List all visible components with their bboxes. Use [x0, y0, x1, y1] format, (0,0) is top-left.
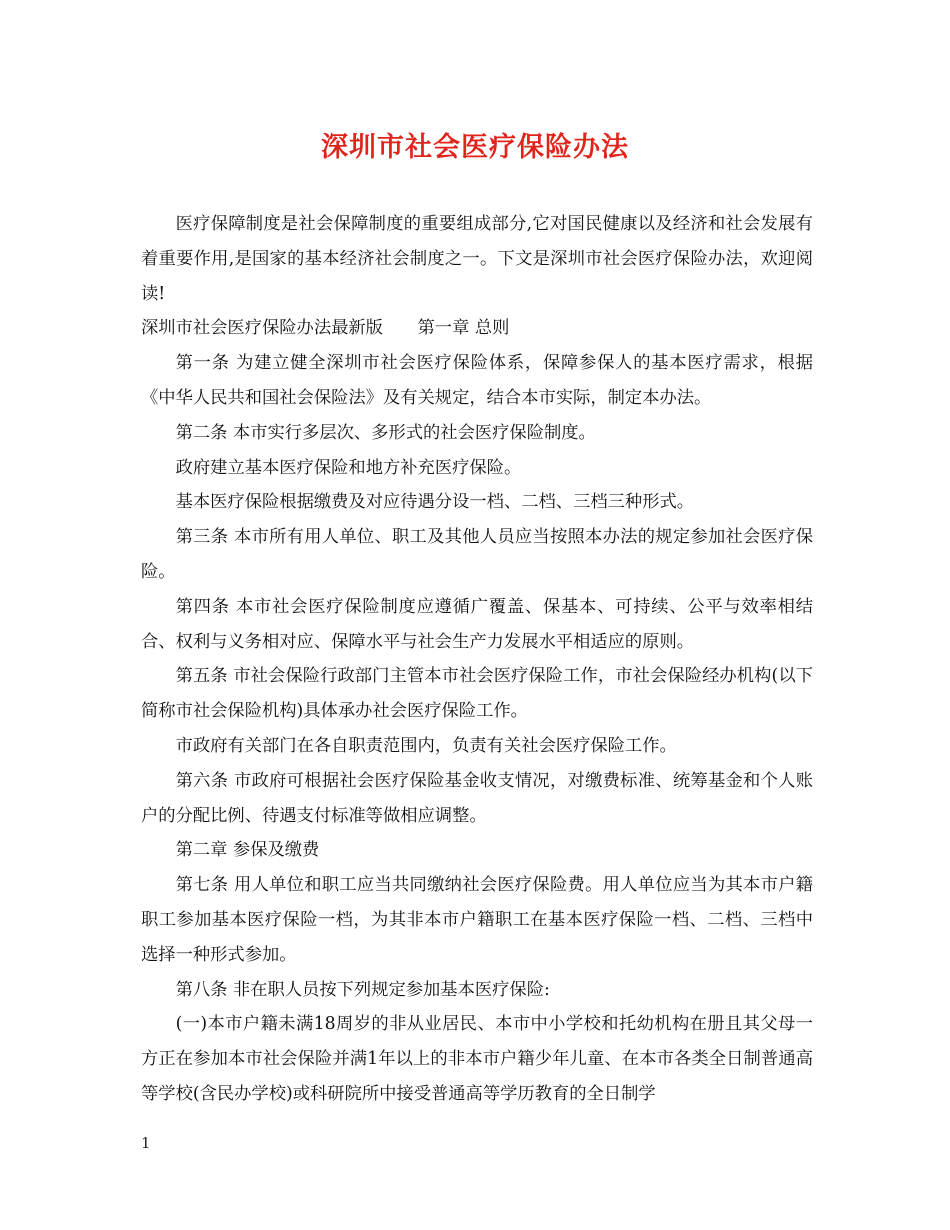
paragraph-article-8-item-1: (一)本市户籍未满18周岁的非从业居民、本市中小学校和托幼机构在册且其父母一方正在参加本市社会保险并满1年以上的非本市户籍少年儿童、在本市各类全日制普通高等学校(含民办学校)或科研院所中接受普通高等学历教育的全日制学 [141, 1014, 813, 1104]
paragraph-article-5-item: 市政府有关部门在各自职责范围内，负责有关社会医疗保险工作。 [175, 735, 677, 756]
paragraph-article-4: 第四条 本市社会医疗保险制度应遵循广覆盖、保基本、可持续、公平与效率相结合、权利与义务相对应、保障水平与社会生产力发展水平相适应的原则。 [141, 596, 813, 652]
paragraph-article-8: 第八条 非在职人员按下列规定参加基本医疗保险: [175, 979, 550, 1000]
paragraph-article-6: 第六条 市政府可根据社会医疗保险基金收支情况，对缴费标准、统筹基金和个人账户的分配比例、待遇支付标准等做相应调整。 [141, 770, 813, 826]
paragraph-article-1: 第一条 为建立健全深圳市社会医疗保险体系，保障参保人的基本医疗需求，根据《中华人民共和国社会保险法》及有关规定，结合本市实际，制定本办法。 [141, 353, 813, 408]
paragraph-article-2-item-b: 基本医疗保险根据缴费及对应待遇分设一档、二档、三档三种形式。 [175, 492, 695, 513]
paragraph-article-2: 第二条 本市实行多层次、多形式的社会医疗保险制度。 [175, 422, 596, 443]
paragraph-chapter-2-heading: 第二章 参保及缴费 [175, 840, 320, 861]
paragraph-chapter-heading: 深圳市社会医疗保险办法最新版 第一章 总则 [141, 318, 510, 339]
paragraph-article-3: 第三条 本市所有用人单位、职工及其他人员应当按照本办法的规定参加社会医疗保险。 [141, 527, 813, 582]
page-number: 1 [141, 1134, 151, 1152]
paragraph-article-7: 第七条 用人单位和职工应当共同缴纳社会医疗保险费。用人单位应当为其本市户籍职工参加基本医疗保险一档，为其非本市户籍职工在基本医疗保险一档、二档、三档中选择一种形式参加。 [141, 875, 813, 965]
document-title: 深圳市社会医疗保险办法 [321, 132, 629, 163]
paragraph-intro: 医疗保障制度是社会保障制度的重要组成部分,它对国民健康以及经济和社会发展有着重要作用,是国家的基本经济社会制度之一。下文是深圳市社会医疗保险办法，欢迎阅读! [141, 214, 813, 304]
document-body [141, 207, 813, 1112]
paragraph-article-5: 第五条 市社会保险行政部门主管本市社会医疗保险工作，市社会保险经办机构(以下简称市社会保险机构)具体承办社会医疗保险工作。 [141, 666, 813, 722]
paragraph-article-2-item-a: 政府建立基本医疗保险和地方补充医疗保险。 [175, 457, 522, 478]
